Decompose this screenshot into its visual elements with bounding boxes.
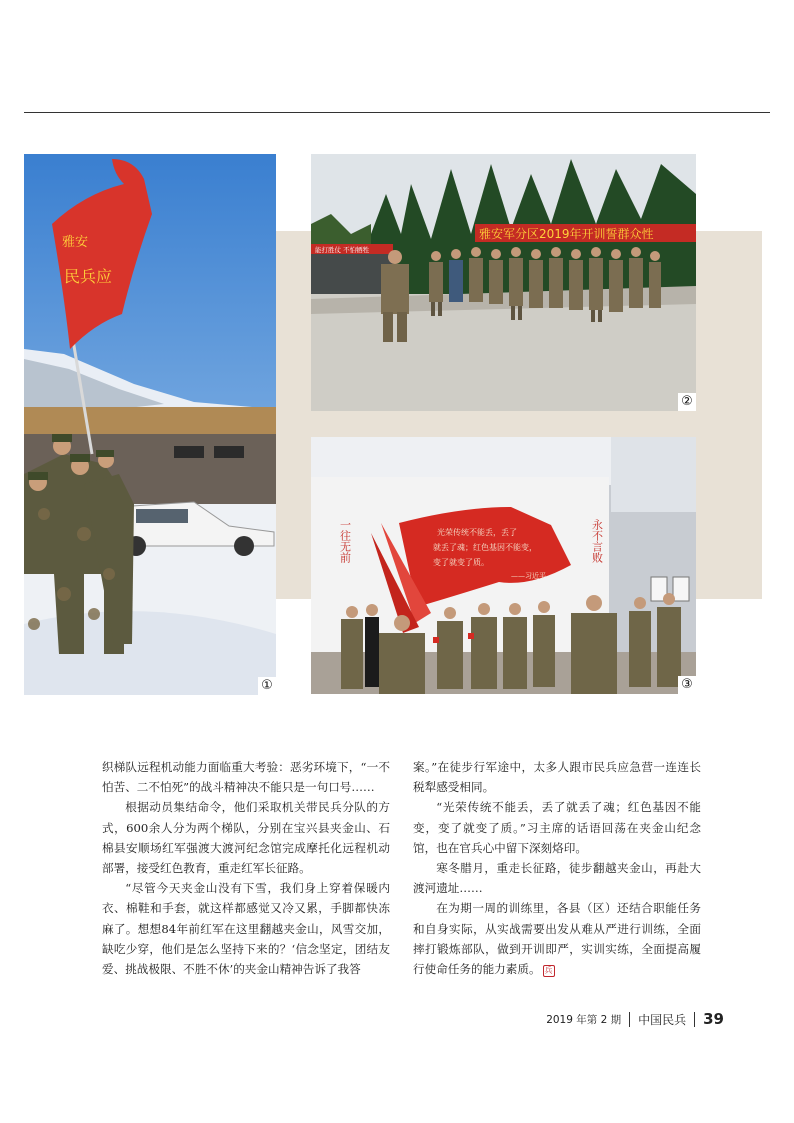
wall-quote-line-3: 变了就变了质。 xyxy=(433,558,489,567)
magazine-name: 中国民兵 xyxy=(638,1012,687,1027)
wall-quote-line-2: 就丢了魂；红色基因不能变， xyxy=(433,543,537,552)
flag-text-2: 民兵应 xyxy=(64,267,113,286)
wall-quote-line-1: 光荣传统不能丢，丢了 xyxy=(437,528,517,537)
page-footer xyxy=(546,1010,724,1028)
article-column-2 xyxy=(413,757,701,979)
banner-text: 雅安军分区2019年开训誓群众性 xyxy=(479,227,654,241)
paragraph: 案。”在徒步行军途中，太多人跟市民兵应急营一连连长税犁感受相同。 xyxy=(413,760,701,795)
photo-3-number: ③ xyxy=(678,676,696,694)
footer-divider xyxy=(629,1012,630,1027)
photo-1-number: ① xyxy=(258,677,276,695)
wall-quote-sign: ——习近平 xyxy=(511,572,546,580)
end-mark-icon: 兵 xyxy=(544,966,553,976)
paragraph: 织梯队远程机动能力面临重大考验：恶劣环境下，“一不怕苦、二不怕死”的战斗精神决不能只是一句口号…… xyxy=(102,760,390,795)
paragraph: “尽管今天夹金山没有下雪，我们身上穿着保暖内衣、棉鞋和手套，就这样都感觉又冷又累，手脚都快冻麻了。想想84年前红军在这里翻越夹金山，风雪交加，缺吃少穿，他们是怎么坚持下来的？‘信念坚定，团结友爱、挑战极限、不胜不休’的夹金山精神告诉了我答 xyxy=(102,881,390,977)
paragraph: 在为期一周的训练里，各县（区）还结合职能任务和自身实际，从实战需要出发从难从严进行训练，全面摔打锻炼部队，做到开训即严，实训实练，全面提高履行使命任务的能力素质。 xyxy=(413,901,701,977)
photo-2-number: ② xyxy=(678,393,696,411)
paragraph: “光荣传统不能丢，丢了就丢了魂；红色基因不能变，变了就变了质。”习主席的话语回荡在夹金山纪念馆，也在官兵心中留下深刻烙印。 xyxy=(413,800,701,855)
page-number: 39 xyxy=(703,1010,724,1028)
photo-1 xyxy=(24,154,276,695)
banner-small-text: 能打胜仗 不怕牺牲 xyxy=(315,246,370,254)
footer-divider xyxy=(694,1012,695,1027)
flag-text-1: 雅安 xyxy=(62,235,89,250)
photo-2 xyxy=(311,154,696,411)
side-text-left: 一往无前 xyxy=(338,519,352,563)
paragraph: 根据动员集结命令，他们采取机关带民兵分队的方式，600余人分为两个梯队，分别在宝兴县夹金山、石棉县安顺场红军强渡大渡河纪念馆完成摩托化远程机动部署，接受红色教育，重走红军长征路。 xyxy=(102,800,390,876)
header-rule xyxy=(24,112,770,113)
photo-3 xyxy=(311,437,696,694)
side-text-right: 永不言败 xyxy=(590,519,604,563)
issue-label: 2019 年第 2 期 xyxy=(546,1013,622,1026)
paragraph: 寒冬腊月，重走长征路，徒步翻越夹金山，再赴大渡河遗址…… xyxy=(413,861,701,896)
article-column-1 xyxy=(102,757,390,979)
